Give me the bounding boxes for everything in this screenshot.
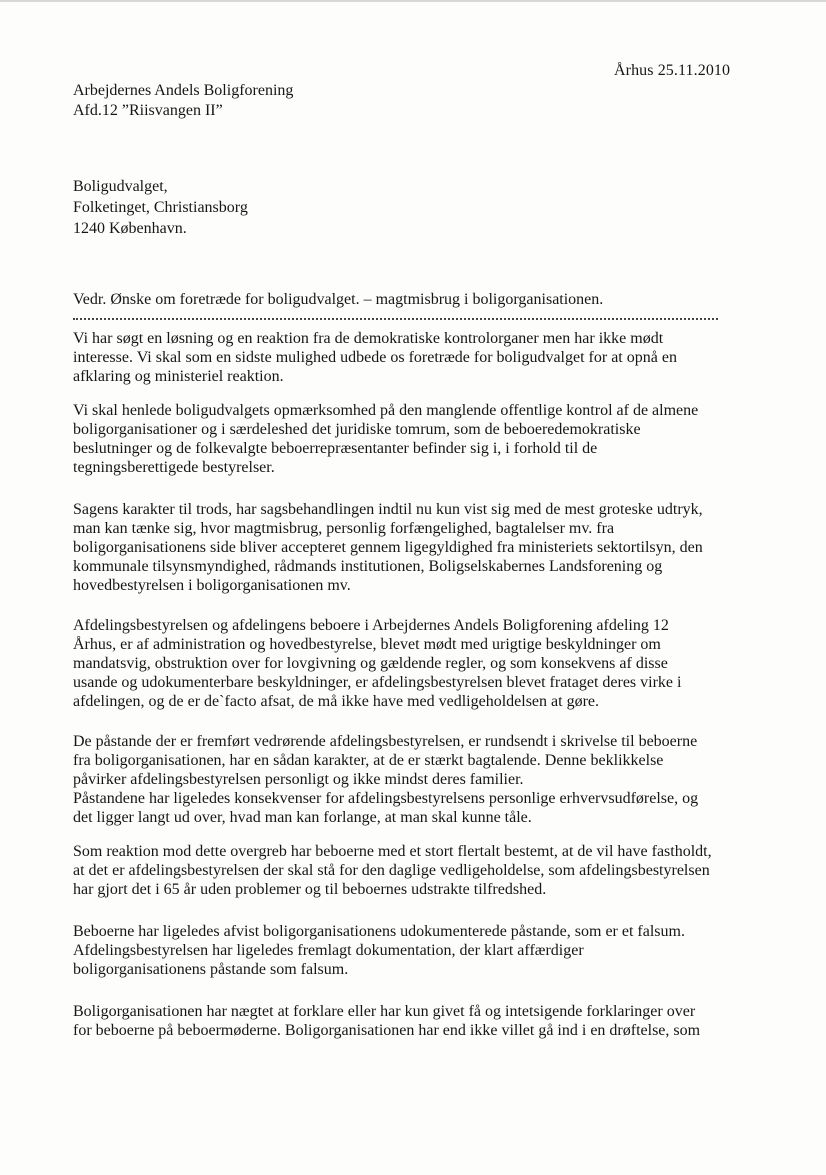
text-line: Påstandene har ligeledes konsekvenser for afdelingsbestyrelsens personlige erhvervsudførelse, og bbox=[73, 790, 699, 807]
paragraph bbox=[73, 401, 753, 477]
recipient-line: Folketinget, Christiansborg bbox=[73, 199, 248, 216]
text-line: boligorganisationer og i særdeleshed det juridiske tomrum, som de beboeredemokratiske bbox=[73, 421, 641, 438]
sender-line: Arbejdernes Andels Boligforening bbox=[73, 82, 294, 99]
paragraph bbox=[73, 1002, 753, 1040]
paragraph bbox=[73, 842, 753, 899]
dotted-separator bbox=[73, 316, 718, 320]
text-line: Vi skal henlede boligudvalgets opmærksomhed på den manglende offentlige kontrol af de almene bbox=[73, 402, 699, 419]
letter-body bbox=[73, 329, 753, 1055]
text-line: boligorganisationens påstande som falsum. bbox=[73, 961, 349, 978]
paragraph bbox=[73, 500, 753, 595]
paragraph bbox=[73, 329, 753, 386]
text-line: mandatsvig, obstruktion over for lovgivning og gældende regler, og som konsekvens af disse bbox=[73, 655, 668, 672]
text-line: beslutninger og de folkevalgte beboerrepræsentanter befinder sig i, i forhold til de bbox=[73, 440, 598, 457]
recipient-line: Boligudvalget, bbox=[73, 178, 168, 195]
text-line: det ligger langt ud over, hvad man kan forlange, at man skal kunne tåle. bbox=[73, 809, 532, 826]
sender-line: Afd.12 ”Riisvangen II” bbox=[73, 102, 223, 119]
text-line: man kan tænke sig, hvor magtmisbrug, personlig forfængelighed, bagtalelser mv. fra bbox=[73, 520, 615, 537]
text-line: afklaring og ministeriel reaktion. bbox=[73, 368, 284, 385]
text-line: afdelingen, og de er de`facto afsat, de må ikke have med vedligeholdelsen at gøre. bbox=[73, 693, 599, 710]
subject-line: Vedr. Ønske om foretræde for boligudvalget. – magtmisbrug i boligorganisationen. bbox=[73, 291, 604, 308]
text-line: at det er afdelingsbestyrelsen der skal stå for den daglige vedligeholdelse, som afdelingsbestyrelsen bbox=[73, 862, 710, 879]
text-line: hovedbestyrelsen i boligorganisationen mv. bbox=[73, 577, 351, 594]
text-line: Som reaktion mod dette overgreb har beboerne med et stort flertalt bestemt, at de vil have fastholdt, bbox=[73, 843, 712, 860]
text-line: påvirker afdelingsbestyrelsen personligt og ikke mindst deres familier. bbox=[73, 771, 524, 788]
text-line: har gjort det i 65 år uden problemer og til beboernes udstrakte tilfredshed. bbox=[73, 881, 547, 898]
text-line: fra boligorganisationen, har en sådan karakter, at de er stærkt bagtalende. Denne beklikkelse bbox=[73, 752, 664, 769]
text-line: De påstande der er fremført vedrørende afdelingsbestyrelsen, er rundsendt i skrivelse til beboerne bbox=[73, 733, 698, 750]
text-line: Afdelingsbestyrelsen og afdelingens beboere i Arbejdernes Andels Boligforening afdeling 12 bbox=[73, 617, 669, 634]
paragraph bbox=[73, 616, 753, 711]
text-line: Sagens karakter til trods, har sagsbehandlingen indtil nu kun vist sig med de mest groteske udtryk, bbox=[73, 501, 703, 518]
text-line: Afdelingsbestyrelsen har ligeledes fremlagt dokumentation, der klart affærdiger bbox=[73, 942, 584, 959]
text-line: Vi har søgt en løsning og en reaktion fra de demokratiske kontrolorganer men har ikke mødt bbox=[73, 330, 664, 347]
text-line: interesse. Vi skal som en sidste mulighed udbede os foretræde for boligudvalget for at opnå en bbox=[73, 349, 677, 366]
text-line: Beboerne har ligeledes afvist boligorganisationens udokumenterede påstande, som er et falsum. bbox=[73, 923, 685, 940]
text-line: for beboerne på beboermøderne. Boligorganisationen har end ikke villet gå ind i en drøftelse, som bbox=[73, 1022, 701, 1039]
text-line: kommunale tilsynsmyndighed, rådmands institutionen, Boligselskabernes Landsforening og bbox=[73, 558, 663, 575]
letter-date: Århus 25.11.2010 bbox=[614, 62, 731, 79]
text-line: Boligorganisationen har nægtet at forklare eller har kun givet få og intetsigende forklaringer over bbox=[73, 1003, 696, 1020]
text-line: boligorganisationens side bliver accepteret gennem ligegyldighed fra ministeriets sektortilsyn, den bbox=[73, 539, 703, 556]
text-line: Århus, er af administration og hovedbestyrelse, blevet mødt med urigtige beskyldninger om bbox=[73, 636, 661, 653]
sender-address bbox=[73, 81, 293, 121]
recipient-address bbox=[73, 176, 248, 239]
page-top-edge bbox=[0, 0, 826, 2]
text-line: usande og udokumenterbare beskyldninger, er afdelingsbestyrelsen blevet frataget deres virke i bbox=[73, 674, 682, 691]
text-line: tegningsberettigede bestyrelser. bbox=[73, 459, 275, 476]
paragraph bbox=[73, 789, 753, 827]
paragraph bbox=[73, 922, 753, 979]
paragraph bbox=[73, 732, 753, 789]
recipient-line: 1240 København. bbox=[73, 220, 187, 237]
